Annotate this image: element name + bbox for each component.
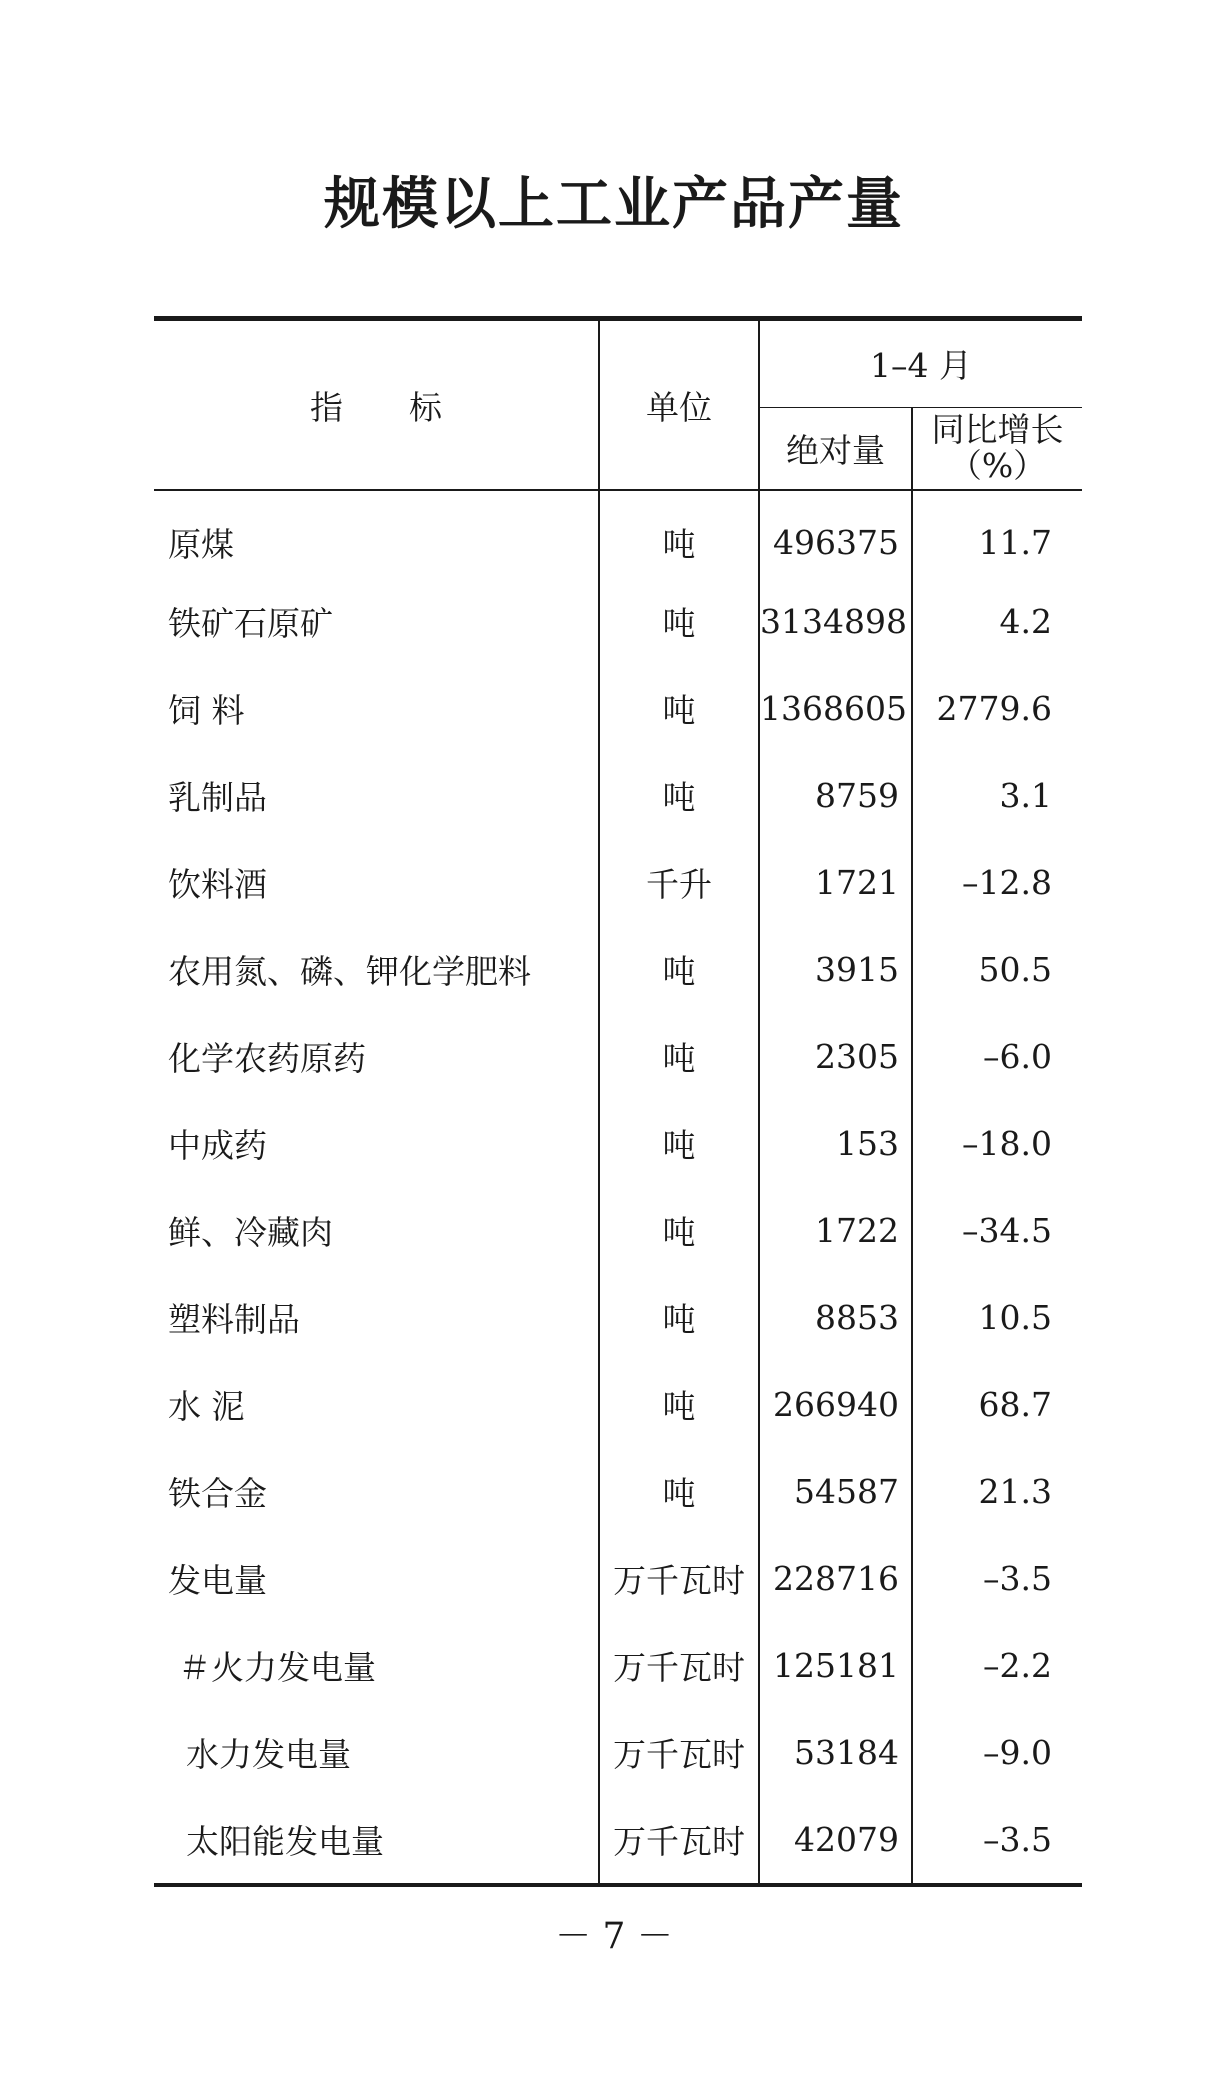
row-name: 原煤: [154, 490, 599, 578]
row-yoy: –9.0: [983, 1733, 1053, 1772]
row-unit: 万千瓦时: [599, 1796, 759, 1885]
row-yoy: 50.5: [978, 950, 1053, 989]
row-yoy: 11.7: [978, 523, 1053, 562]
row-absolute: 42079: [759, 1796, 912, 1885]
header-yoy: [912, 407, 1082, 490]
table-row: [154, 1187, 1082, 1274]
table-row: [154, 1100, 1082, 1187]
page-title: 规模以上工业产品产量: [324, 172, 904, 237]
row-absolute: 228716: [759, 1535, 912, 1622]
table-row: [154, 1622, 1082, 1709]
row-yoy: 21.3: [978, 1472, 1053, 1511]
row-name: 水力发电量: [154, 1709, 599, 1796]
row-name: 塑料制品: [154, 1274, 599, 1361]
row-unit: 千升: [599, 839, 759, 926]
row-unit: 吨: [599, 665, 759, 752]
row-absolute: 1722: [759, 1187, 912, 1274]
table-body: [154, 490, 1082, 1885]
row-name: 水 泥: [154, 1361, 599, 1448]
table-row: [154, 1361, 1082, 1448]
row-absolute: 54587: [759, 1448, 912, 1535]
header-yoy-unit: （%）: [948, 446, 1047, 486]
row-unit: 吨: [599, 752, 759, 839]
row-unit: 吨: [599, 1274, 759, 1361]
row-unit: 万千瓦时: [599, 1622, 759, 1709]
row-absolute: 3915: [759, 926, 912, 1013]
row-unit: 吨: [599, 1361, 759, 1448]
row-name: 铁矿石原矿: [154, 578, 599, 665]
header-period: 1–4 月: [759, 319, 1082, 408]
row-absolute: 8853: [759, 1274, 912, 1361]
row-yoy: –6.0: [983, 1037, 1053, 1076]
row-name: 化学农药原药: [154, 1013, 599, 1100]
table-row: [154, 1448, 1082, 1535]
table-row: [154, 578, 1082, 665]
row-name: ＃火力发电量: [154, 1622, 599, 1709]
production-table: [154, 316, 1082, 1887]
row-absolute: 1368605: [759, 665, 912, 752]
row-absolute: 496375: [759, 490, 912, 578]
row-name: 乳制品: [154, 752, 599, 839]
row-yoy: –12.8: [962, 863, 1053, 902]
row-yoy: 68.7: [978, 1385, 1053, 1424]
table-row: [154, 1535, 1082, 1622]
header-yoy-label: 同比增长: [931, 410, 1064, 450]
row-absolute: 8759: [759, 752, 912, 839]
table-header: [154, 319, 1082, 491]
production-table-container: [154, 316, 1082, 1887]
row-name: 饮料酒: [154, 839, 599, 926]
row-unit: 吨: [599, 490, 759, 578]
row-yoy: 4.2: [999, 602, 1053, 641]
row-unit: 吨: [599, 926, 759, 1013]
row-name: 太阳能发电量: [154, 1796, 599, 1885]
row-absolute: 125181: [759, 1622, 912, 1709]
header-absolute: 绝对量: [759, 407, 912, 490]
row-absolute: 53184: [759, 1709, 912, 1796]
table-row: [154, 926, 1082, 1013]
row-absolute: 1721: [759, 839, 912, 926]
table-row: [154, 1796, 1082, 1885]
row-unit: 吨: [599, 1448, 759, 1535]
row-name: 鲜、冷藏肉: [154, 1187, 599, 1274]
row-absolute: 153: [759, 1100, 912, 1187]
row-absolute: 3134898: [759, 578, 912, 665]
row-yoy: –18.0: [962, 1124, 1053, 1163]
row-name: 农用氮、磷、钾化学肥料: [154, 926, 599, 1013]
row-yoy: 2779.6: [936, 689, 1053, 728]
header-unit: 单位: [599, 319, 759, 491]
row-yoy: –34.5: [962, 1211, 1053, 1250]
row-name: 饲 料: [154, 665, 599, 752]
row-absolute: 266940: [759, 1361, 912, 1448]
row-yoy: 3.1: [999, 776, 1053, 815]
row-yoy: 10.5: [978, 1298, 1053, 1337]
row-unit: 吨: [599, 1013, 759, 1100]
table-row: [154, 1013, 1082, 1100]
table-row: [154, 490, 1082, 578]
table-row: [154, 665, 1082, 752]
row-unit: 吨: [599, 1187, 759, 1274]
row-name: 发电量: [154, 1535, 599, 1622]
page-number: － 7 －: [555, 1916, 673, 1957]
table-row: [154, 839, 1082, 926]
row-unit: 吨: [599, 1100, 759, 1187]
table-row: [154, 1274, 1082, 1361]
row-yoy: –3.5: [912, 1796, 1082, 1885]
row-name: 中成药: [154, 1100, 599, 1187]
row-unit: 万千瓦时: [599, 1535, 759, 1622]
row-yoy: –3.5: [983, 1559, 1053, 1598]
row-unit: 万千瓦时: [599, 1709, 759, 1796]
table-row: [154, 752, 1082, 839]
row-absolute: 2305: [759, 1013, 912, 1100]
header-indicator: 指 标: [154, 319, 599, 491]
row-name: 铁合金: [154, 1448, 599, 1535]
row-unit: 吨: [599, 578, 759, 665]
row-yoy: –2.2: [983, 1646, 1053, 1685]
table-row: [154, 1709, 1082, 1796]
